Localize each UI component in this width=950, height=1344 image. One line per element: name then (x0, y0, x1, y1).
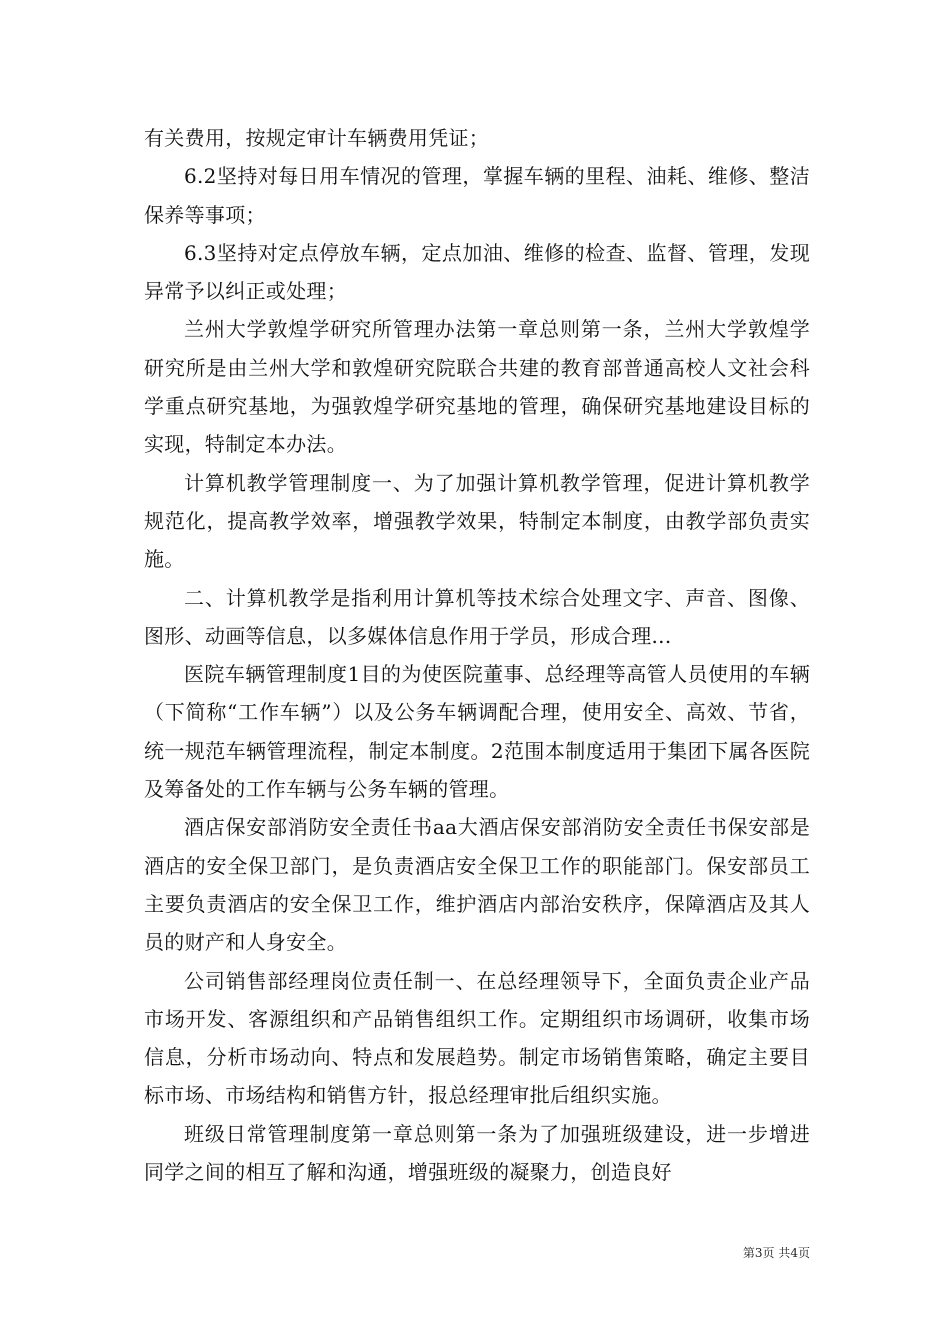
paragraph-4: 兰州大学敦煌学研究所管理办法第一章总则第一条，兰州大学敦煌学研究所是由兰州大学和敦煌研究院联合共建的教育部普通高校人文社会科学重点研究基地，为强敦煌学研究基地的管理，确保研究基地建设目标的实现，特制定本办法。 (144, 317, 810, 457)
paragraph-5: 计算机教学管理制度一、为了加强计算机教学管理，促进计算机教学规范化，提高教学效率，增强教学效果，特制定本制度，由教学部负责实施。 (144, 470, 810, 572)
paragraph-3: 6.3坚持对定点停放车辆，定点加油、维修的检查、监督、管理，发现异常予以纠正或处理； (144, 240, 810, 304)
paragraph-2: 6.2坚持对每日用车情况的管理，掌握车辆的里程、油耗、维修、整洁保养等事项； (144, 164, 810, 227)
paragraph-8: 酒店保安部消防安全责任书aa大酒店保安部消防安全责任书保安部是酒店的安全保卫部门，是负责酒店安全保卫工作的职能部门。保安部员工主要负责酒店的安全保卫工作，维护酒店内部治安秩序，保障酒店及其人员的财产和人身安全。 (144, 815, 810, 955)
paragraph-1: 有关费用，按规定审计车辆费用凭证； (144, 126, 490, 150)
paragraph-9: 公司销售部经理岗位责任制一、在总经理领导下，全面负责企业产品市场开发、客源组织和产品销售组织工作。定期组织市场调研，收集市场信息，分析市场动向、特点和发展趋势。制定市场销售策略，确定主要目标市场、市场结构和销售方针，报总经理审批后组织实施。 (144, 968, 810, 1108)
page-number: 第3页 共4页 (742, 1246, 810, 1260)
paragraph-10: 班级日常管理制度第一章总则第一条为了加强班级建设，进一步增进同学之间的相互了解和沟通，增强班级的凝聚力，创造良好 (144, 1121, 810, 1185)
document-body (144, 119, 810, 1191)
paragraph-6: 二、计算机教学是指利用计算机等技术综合处理文字、声音、图像、图形、动画等信息，以多媒体信息作用于学员，形成合理... (144, 585, 810, 648)
paragraph-7: 医院车辆管理制度1目的为使医院董事、总经理等高管人员使用的车辆（下简称“工作车辆”）以及公务车辆调配合理，使用安全、高效、节省，统一规范车辆管理流程，制定本制度。2范围本制度适用于集团下属各医院及筹备处的工作车辆与公务车辆的管理。 (144, 662, 810, 802)
